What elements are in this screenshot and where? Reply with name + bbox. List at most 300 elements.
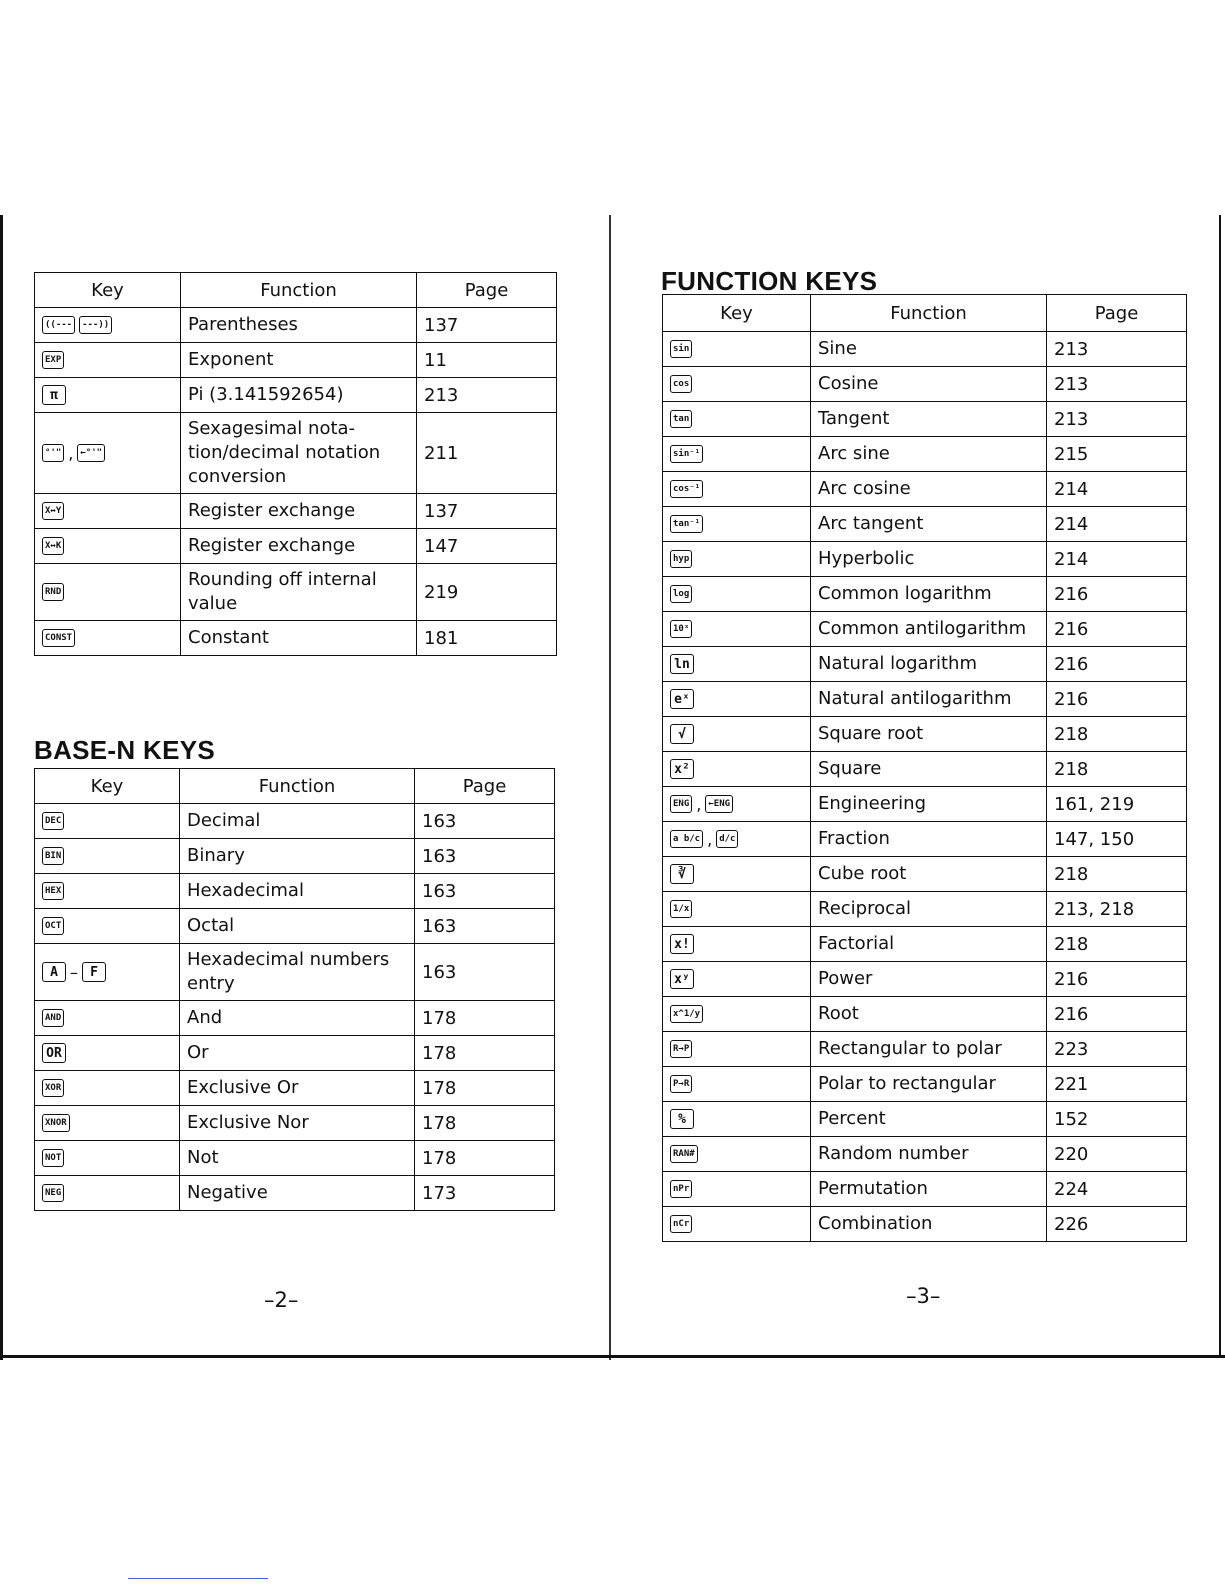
function-cell: Permutation — [811, 1172, 1047, 1207]
key-icon: d/c — [716, 830, 738, 848]
function-cell: Arc sine — [811, 437, 1047, 472]
key-icon: π — [42, 385, 66, 405]
table-row — [663, 647, 1187, 682]
keycap-group — [42, 1114, 172, 1132]
key-icon: XNOR — [42, 1114, 70, 1132]
page-cell: 163 — [415, 839, 555, 874]
page-cell: 216 — [1047, 962, 1187, 997]
page-cell: 178 — [415, 1141, 555, 1176]
keycap-group — [670, 340, 803, 358]
key-icon: EXP — [42, 351, 64, 369]
function-cell: Constant — [181, 621, 417, 656]
keycap-group — [42, 351, 173, 369]
keycap-group — [42, 812, 172, 830]
page-cell: 163 — [415, 804, 555, 839]
table-row — [35, 1071, 555, 1106]
page-cell: 137 — [417, 308, 557, 343]
keycap-group — [42, 1043, 172, 1063]
table-row — [35, 308, 557, 343]
key-cell — [35, 494, 181, 529]
function-cell: Octal — [180, 909, 415, 944]
function-cell: Cosine — [811, 367, 1047, 402]
table-row — [663, 1207, 1187, 1242]
function-cell: Decimal — [180, 804, 415, 839]
key-icon: A — [42, 962, 66, 982]
function-cell: Hyperbolic — [811, 542, 1047, 577]
key-cell — [35, 1176, 180, 1211]
page-cell: 147, 150 — [1047, 822, 1187, 857]
key-icon: NOT — [42, 1149, 64, 1167]
key-icon: x! — [670, 934, 694, 954]
key-icon: tan⁻¹ — [670, 515, 703, 533]
base-n-keys-heading: BASE-N KEYS — [34, 735, 215, 765]
table-row — [663, 332, 1187, 367]
key-table-base-n — [34, 768, 555, 1211]
table-row — [663, 612, 1187, 647]
key-cell — [663, 997, 811, 1032]
table-row — [35, 413, 557, 494]
keycap-group — [42, 316, 173, 334]
table-row — [663, 682, 1187, 717]
key-icon: ←ENG — [705, 795, 733, 813]
function-cell: Square — [811, 752, 1047, 787]
function-cell: Binary — [180, 839, 415, 874]
key-icon: xʸ — [670, 969, 694, 989]
page-cell: 173 — [415, 1176, 555, 1211]
key-icon: R→P — [670, 1040, 692, 1058]
function-cell: Percent — [811, 1102, 1047, 1137]
key-icon: HEX — [42, 882, 64, 900]
function-cell: Natural logarithm — [811, 647, 1047, 682]
keycap-group — [670, 445, 803, 463]
left-page-edge — [0, 215, 3, 1360]
key-cell — [663, 612, 811, 647]
table-row — [663, 542, 1187, 577]
key-cell — [35, 874, 180, 909]
keycap-group — [670, 759, 803, 779]
page-cell: 223 — [1047, 1032, 1187, 1067]
page-cell: 219 — [417, 564, 557, 621]
keycap-group — [42, 629, 173, 647]
table-row — [663, 1102, 1187, 1137]
key-cell — [663, 1137, 811, 1172]
table-header-row — [35, 769, 555, 804]
keycap-group — [42, 1079, 172, 1097]
page-column-header: Page — [417, 273, 557, 308]
keycap-group — [670, 654, 803, 674]
key-cell — [35, 343, 181, 378]
page-cell: 213 — [1047, 402, 1187, 437]
key-icon: ←°'" — [77, 444, 105, 462]
function-cell: Natural antilogarithm — [811, 682, 1047, 717]
key-cell — [663, 1102, 811, 1137]
function-cell: Power — [811, 962, 1047, 997]
key-separator: , — [707, 829, 713, 849]
key-cell — [35, 1106, 180, 1141]
page-cell: 218 — [1047, 752, 1187, 787]
key-icon: nCr — [670, 1215, 692, 1233]
keycap-group — [42, 1009, 172, 1027]
function-cell: Not — [180, 1141, 415, 1176]
table-row — [35, 804, 555, 839]
key-cell — [663, 577, 811, 612]
page-cell: 178 — [415, 1106, 555, 1141]
function-cell: Hexadecimal numbers entry — [180, 944, 415, 1001]
function-cell: Common logarithm — [811, 577, 1047, 612]
keycap-group — [42, 882, 172, 900]
key-cell — [663, 367, 811, 402]
table-row — [35, 1106, 555, 1141]
function-cell: Root — [811, 997, 1047, 1032]
function-cell: Rectangular to polar — [811, 1032, 1047, 1067]
table-header-row — [35, 273, 557, 308]
key-icon: AND — [42, 1009, 64, 1027]
key-icon: a b/c — [670, 830, 703, 848]
key-cell — [663, 1207, 811, 1242]
key-icon: eˣ — [670, 689, 694, 709]
key-icon: RAN# — [670, 1145, 698, 1163]
table-row — [663, 822, 1187, 857]
function-cell: Cube root — [811, 857, 1047, 892]
page-cell: 147 — [417, 529, 557, 564]
function-cell: Rounding off internal value — [181, 564, 417, 621]
key-cell — [663, 1067, 811, 1102]
page-cell: 178 — [415, 1036, 555, 1071]
keycap-group — [42, 583, 173, 601]
key-icon: XOR — [42, 1079, 64, 1097]
key-cell — [35, 804, 180, 839]
key-icon: P→R — [670, 1075, 692, 1093]
table-row — [35, 343, 557, 378]
page-cell: 137 — [417, 494, 557, 529]
keycap-group — [670, 1040, 803, 1058]
key-icon: ENG — [670, 795, 692, 813]
key-cell — [663, 892, 811, 927]
keycap-group — [670, 900, 803, 918]
key-icon: ln — [670, 654, 694, 674]
key-cell — [663, 787, 811, 822]
keycap-group — [670, 410, 803, 428]
key-icon: DEC — [42, 812, 64, 830]
function-column-header: Function — [180, 769, 415, 804]
key-icon: F — [82, 962, 106, 982]
key-cell — [35, 944, 180, 1001]
table-row — [35, 839, 555, 874]
page-cell: 224 — [1047, 1172, 1187, 1207]
table-row — [663, 402, 1187, 437]
function-cell: Polar to rectangular — [811, 1067, 1047, 1102]
key-cell — [35, 308, 181, 343]
table-row — [35, 529, 557, 564]
page-cell: 181 — [417, 621, 557, 656]
function-cell: Factorial — [811, 927, 1047, 962]
key-cell — [663, 1032, 811, 1067]
key-separator: , — [68, 443, 74, 463]
function-cell: Fraction — [811, 822, 1047, 857]
key-icon: log — [670, 585, 692, 603]
key-cell — [663, 402, 811, 437]
function-cell: Sexagesimal nota-tion/decimal notation conversion — [181, 413, 417, 494]
function-cell: Exclusive Or — [180, 1071, 415, 1106]
key-separator: – — [70, 962, 78, 982]
table-row — [35, 1141, 555, 1176]
function-cell: Exponent — [181, 343, 417, 378]
key-icon: tan — [670, 410, 692, 428]
bottom-rule — [0, 1355, 1225, 1358]
key-column-header: Key — [35, 273, 181, 308]
function-keys-heading: FUNCTION KEYS — [661, 266, 878, 296]
page-cell: 214 — [1047, 542, 1187, 577]
table-row — [663, 787, 1187, 822]
page-cell: 216 — [1047, 612, 1187, 647]
keycap-group — [670, 620, 803, 638]
table-row — [663, 577, 1187, 612]
function-column-header: Function — [181, 273, 417, 308]
key-icon: X↔K — [42, 537, 64, 555]
page-cell: 163 — [415, 909, 555, 944]
table-row — [35, 1176, 555, 1211]
page-cell: 163 — [415, 944, 555, 1001]
page-cell: 216 — [1047, 997, 1187, 1032]
table-row — [35, 1001, 555, 1036]
key-cell — [663, 962, 811, 997]
function-cell: Or — [180, 1036, 415, 1071]
function-cell: Sine — [811, 332, 1047, 367]
table-row — [663, 367, 1187, 402]
table-row — [35, 874, 555, 909]
key-icon: hyp — [670, 550, 692, 568]
keycap-group — [670, 934, 803, 954]
keycap-group — [42, 847, 172, 865]
keycap-group — [42, 537, 173, 555]
table-header-row — [663, 295, 1187, 332]
key-icon: 1/x — [670, 900, 692, 918]
key-cell — [663, 927, 811, 962]
page-cell: 226 — [1047, 1207, 1187, 1242]
keycap-group — [670, 795, 803, 814]
page-cell: 213 — [417, 378, 557, 413]
keycap-group — [42, 502, 173, 520]
key-icon: sin — [670, 340, 692, 358]
table-row — [663, 1067, 1187, 1102]
table-row — [663, 1172, 1187, 1207]
keycap-group — [670, 689, 803, 709]
page-cell: 213 — [1047, 332, 1187, 367]
table-row — [663, 857, 1187, 892]
table-row — [35, 909, 555, 944]
table-row — [663, 997, 1187, 1032]
key-cell — [35, 1036, 180, 1071]
key-cell — [35, 621, 181, 656]
right-page-edge — [1219, 215, 1221, 1355]
function-cell: Square root — [811, 717, 1047, 752]
function-cell: Exclusive Nor — [180, 1106, 415, 1141]
key-cell — [35, 1071, 180, 1106]
page-cell: 211 — [417, 413, 557, 494]
page-cell: 216 — [1047, 682, 1187, 717]
key-icon: sin⁻¹ — [670, 445, 703, 463]
keycap-group — [670, 515, 803, 533]
key-cell — [663, 682, 811, 717]
key-cell — [663, 437, 811, 472]
keycap-group — [42, 385, 173, 405]
key-icon: RND — [42, 583, 64, 601]
key-icon: cos — [670, 375, 692, 393]
function-cell: Tangent — [811, 402, 1047, 437]
page-cell: 218 — [1047, 927, 1187, 962]
key-cell — [663, 647, 811, 682]
table-row — [35, 944, 555, 1001]
table-row — [35, 564, 557, 621]
key-cell — [35, 839, 180, 874]
function-cell: Register exchange — [181, 494, 417, 529]
function-cell: Common antilogarithm — [811, 612, 1047, 647]
key-cell — [663, 472, 811, 507]
keycap-group — [670, 1180, 803, 1198]
key-cell — [663, 857, 811, 892]
page-cell: 221 — [1047, 1067, 1187, 1102]
key-cell — [663, 717, 811, 752]
page-column-header: Page — [1047, 295, 1187, 332]
page-cell: 11 — [417, 343, 557, 378]
page-number-left: –2– — [264, 1288, 299, 1312]
key-icon: % — [670, 1109, 694, 1129]
key-cell — [663, 822, 811, 857]
function-cell: Negative — [180, 1176, 415, 1211]
key-icon: ---)) — [79, 316, 112, 334]
function-cell: Combination — [811, 1207, 1047, 1242]
table-row — [663, 752, 1187, 787]
page-cell: 214 — [1047, 507, 1187, 542]
keycap-group — [670, 1109, 803, 1129]
key-icon: ∛ — [670, 864, 694, 884]
keycap-group — [670, 724, 803, 744]
table-row — [35, 1036, 555, 1071]
page-cell: 218 — [1047, 857, 1187, 892]
page-cell: 215 — [1047, 437, 1187, 472]
page-cell: 152 — [1047, 1102, 1187, 1137]
table-row — [663, 437, 1187, 472]
key-icon: NEG — [42, 1184, 64, 1202]
key-table-function — [662, 294, 1187, 1242]
key-table-misc — [34, 272, 557, 656]
function-cell: Hexadecimal — [180, 874, 415, 909]
table-row — [663, 892, 1187, 927]
key-column-header: Key — [663, 295, 811, 332]
table-row — [35, 378, 557, 413]
function-cell: Reciprocal — [811, 892, 1047, 927]
table-row — [663, 507, 1187, 542]
key-icon: BIN — [42, 847, 64, 865]
page-cell: 218 — [1047, 717, 1187, 752]
key-cell — [663, 752, 811, 787]
link-underline — [128, 1578, 268, 1579]
key-cell — [35, 378, 181, 413]
keycap-group — [42, 917, 172, 935]
key-cell — [663, 1172, 811, 1207]
key-icon: √ — [670, 724, 694, 744]
function-cell: Engineering — [811, 787, 1047, 822]
table-row — [663, 927, 1187, 962]
table-row — [35, 621, 557, 656]
key-icon: x^1/y — [670, 1005, 703, 1023]
function-cell: Parentheses — [181, 308, 417, 343]
key-cell — [35, 909, 180, 944]
page-cell: 213, 218 — [1047, 892, 1187, 927]
table-row — [663, 717, 1187, 752]
keycap-group — [42, 1149, 172, 1167]
page-cell: 161, 219 — [1047, 787, 1187, 822]
keycap-group — [670, 585, 803, 603]
table-row — [663, 962, 1187, 997]
page-column-header: Page — [415, 769, 555, 804]
keycap-group — [670, 1215, 803, 1233]
page-cell: 214 — [1047, 472, 1187, 507]
keycap-group — [670, 830, 803, 849]
table-row — [663, 1032, 1187, 1067]
keycap-group — [670, 1005, 803, 1023]
function-cell: Register exchange — [181, 529, 417, 564]
keycap-group — [670, 1145, 803, 1163]
keycap-group — [670, 550, 803, 568]
page-cell: 216 — [1047, 577, 1187, 612]
keycap-group — [670, 864, 803, 884]
function-cell: And — [180, 1001, 415, 1036]
table-row — [663, 472, 1187, 507]
page-number-right: –3– — [906, 1284, 941, 1308]
keycap-group — [670, 375, 803, 393]
key-icon: °'" — [42, 444, 64, 462]
key-icon: OCT — [42, 917, 64, 935]
function-cell: Arc cosine — [811, 472, 1047, 507]
keycap-group — [670, 480, 803, 498]
keycap-group — [42, 962, 172, 982]
key-cell — [663, 542, 811, 577]
key-cell — [35, 413, 181, 494]
page-cell: 178 — [415, 1071, 555, 1106]
page-fold-line — [609, 215, 611, 1360]
key-cell — [35, 1001, 180, 1036]
key-cell — [663, 507, 811, 542]
key-cell — [663, 332, 811, 367]
key-icon: CONST — [42, 629, 75, 647]
key-cell — [35, 529, 181, 564]
key-cell — [35, 564, 181, 621]
key-icon: cos⁻¹ — [670, 480, 703, 498]
page-cell: 163 — [415, 874, 555, 909]
key-icon: 10ˣ — [670, 620, 692, 638]
keycap-group — [42, 1184, 172, 1202]
key-icon: X↔Y — [42, 502, 64, 520]
page-cell: 178 — [415, 1001, 555, 1036]
function-cell: Pi (3.141592654) — [181, 378, 417, 413]
keycap-group — [42, 444, 173, 463]
table-row — [663, 1137, 1187, 1172]
keycap-group — [670, 969, 803, 989]
keycap-group — [670, 1075, 803, 1093]
key-separator: , — [696, 794, 702, 814]
key-icon: x² — [670, 759, 694, 779]
key-cell — [35, 1141, 180, 1176]
function-column-header: Function — [811, 295, 1047, 332]
key-column-header: Key — [35, 769, 180, 804]
table-row — [35, 494, 557, 529]
key-icon: nPr — [670, 1180, 692, 1198]
function-cell: Random number — [811, 1137, 1047, 1172]
key-icon: OR — [42, 1043, 66, 1063]
key-icon: ((--- — [42, 316, 75, 334]
page-cell: 216 — [1047, 647, 1187, 682]
